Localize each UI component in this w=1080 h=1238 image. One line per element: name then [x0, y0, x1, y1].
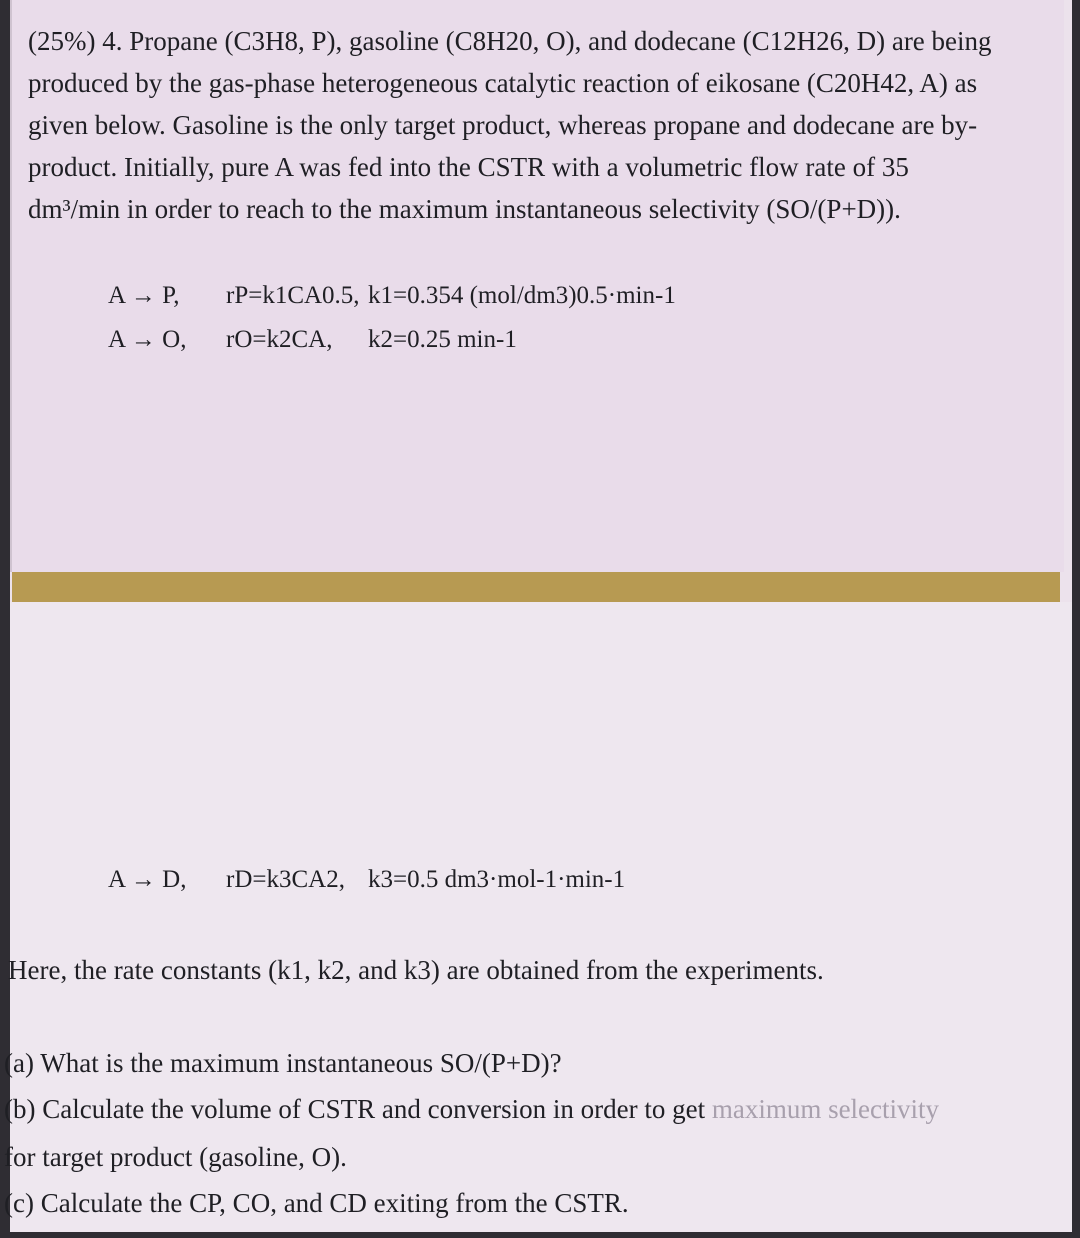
reaction-1 [108, 282, 676, 310]
problem-line: produced by the gas-phase heterogeneous catalytic reaction of eikosane (C20H42, A) as [28, 68, 978, 98]
rate-law: rP=k1CA0.5, [226, 282, 360, 309]
question-c: (c) Calculate the CP, CO, and CD exiting from the CSTR. [4, 1188, 629, 1218]
question-b-text: (b) Calculate the volume of CSTR and conversion in order to get [4, 1094, 706, 1124]
rate-constant: k3=0.5 dm3·mol-1·min-1 [368, 866, 626, 893]
question-a: (a) What is the maximum instantaneous SO/(P+D)? [4, 1048, 562, 1078]
problem-line: given below. Gasoline is the only target product, whereas propane and dodecane are by- [28, 110, 978, 140]
rate-constant-note: Here, the rate constants (k1, k2, and k3) are obtained from the experiments. [8, 955, 824, 985]
rate-law: rD=k3CA2, [226, 866, 345, 893]
reaction-2 [108, 326, 517, 354]
question-b-continuation: for target product (gasoline, O). [4, 1142, 347, 1172]
rate-constant: k1=0.354 (mol/dm3)0.5·min-1 [368, 282, 676, 309]
problem-line: product. Initially, pure A was fed into the CSTR with a volumetric flow rate of 35 [28, 152, 909, 182]
problem-line: (25%) 4. Propane (C3H8, P), gasoline (C8H20, O), and dodecane (C12H26, D) are being [28, 26, 992, 56]
question-b-faded-text: maximum selectivity [711, 1094, 940, 1124]
rate-law: rO=k2CA, [226, 326, 333, 353]
reaction-3 [108, 866, 625, 894]
rate-constant: k2=0.25 min-1 [368, 326, 517, 353]
problem-line: dm³/min in order to reach to the maximum instantaneous selectivity (SO/(P+D)). [28, 194, 901, 224]
divider-band [12, 572, 1060, 602]
reaction-equation: A → D, [108, 866, 187, 893]
reaction-equation: A → P, [108, 282, 180, 309]
continuation-card [10, 602, 1072, 1232]
problem-statement [28, 20, 1028, 230]
question-b [4, 1094, 939, 1125]
reaction-equation: A → O, [108, 326, 187, 353]
